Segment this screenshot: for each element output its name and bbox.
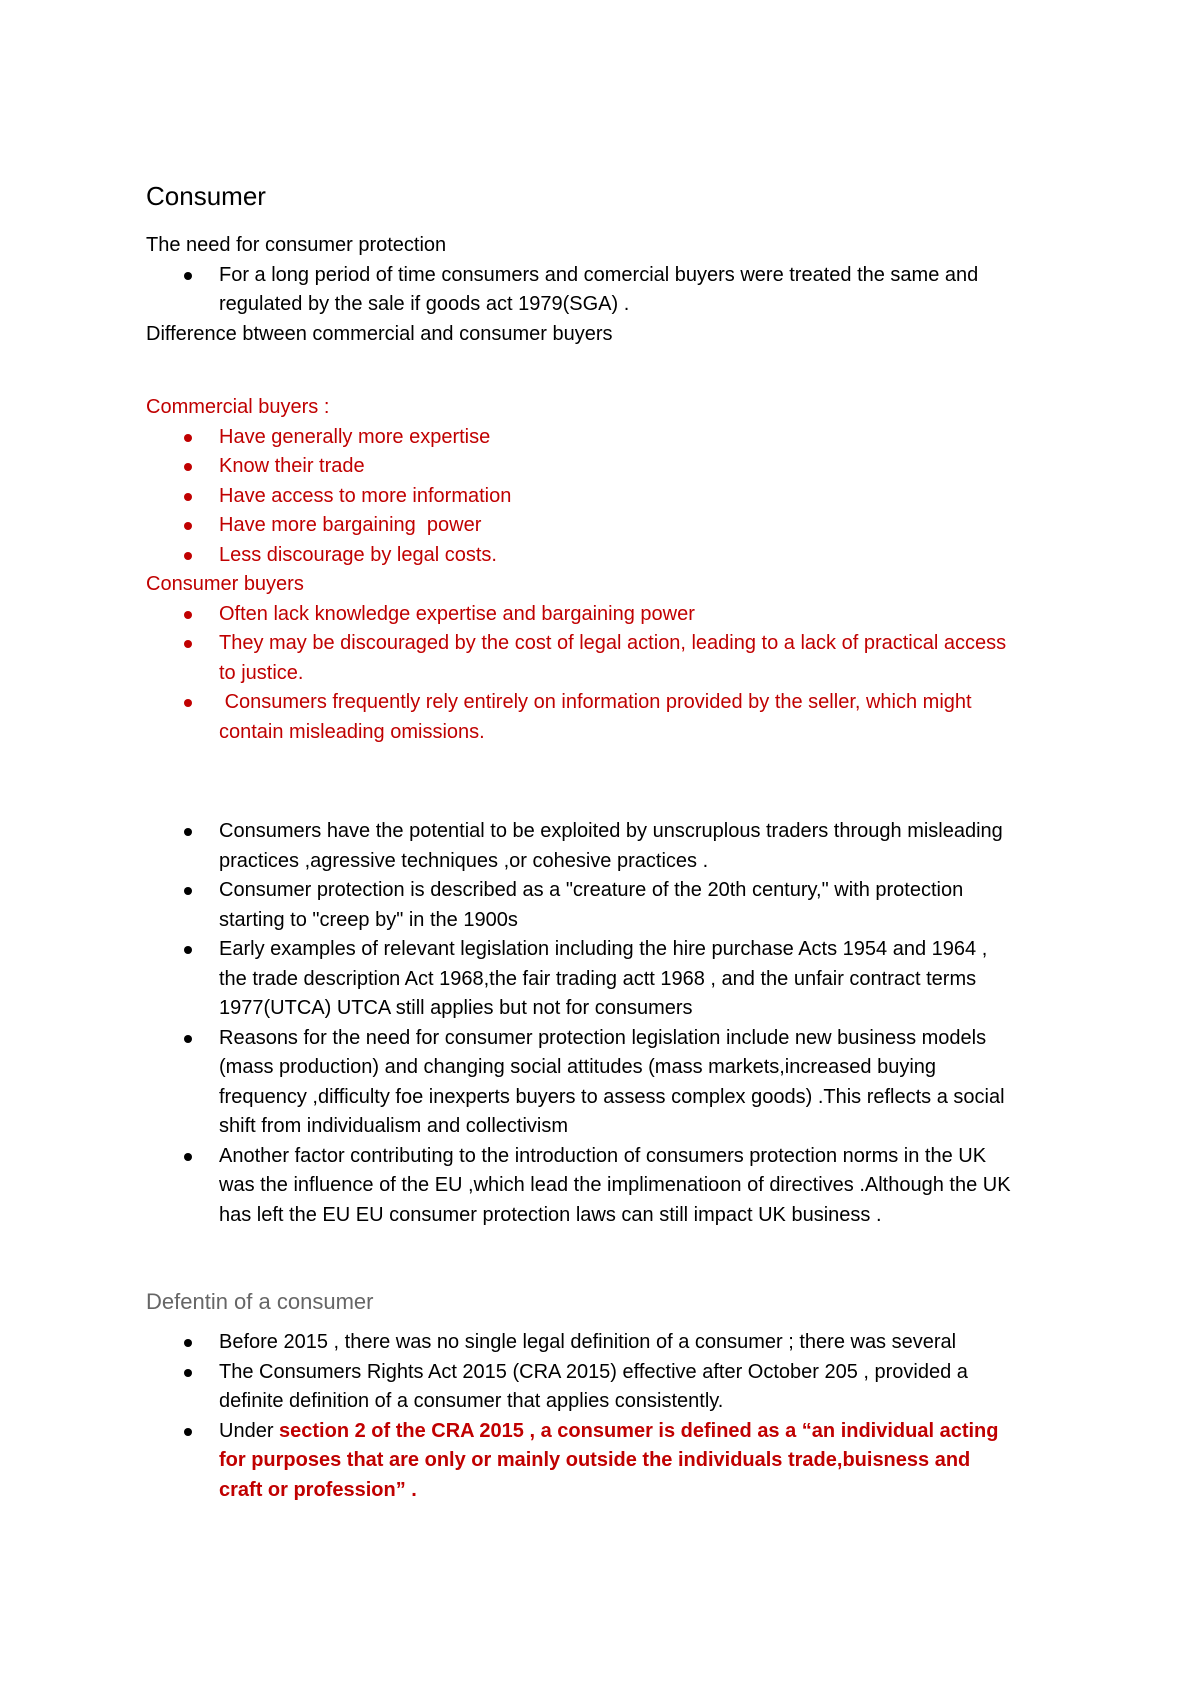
list-item-text: They may be discouraged by the cost of legal action, leading to a lack of practical access to justice. (219, 632, 1007, 684)
bullet-icon (184, 522, 192, 530)
list-item-text: Another factor contributing to the introduction of consumers protection norms in the UK was the influence of the EU ,which lead the implimenatioon of directives .Although the UK has left the EU EU consumer protection laws can still impact UK business . (219, 1144, 1011, 1226)
page-title: Consumer (146, 181, 266, 211)
list-item-text: Have generally more expertise (219, 425, 491, 448)
bullet-icon (184, 1428, 192, 1436)
bullet-icon (184, 1035, 192, 1043)
bullet-icon (184, 887, 192, 895)
list-item (146, 876, 1014, 935)
bullet-icon (184, 946, 192, 954)
list-item (146, 1417, 1019, 1506)
definition-list (146, 1328, 1086, 1505)
bullet-icon (184, 272, 192, 280)
bullet-icon (184, 828, 192, 836)
list-item-text: Consumers frequently rely entirely on information provided by the seller, which might contain misleading omissions. (219, 691, 978, 743)
list-item (146, 423, 1086, 453)
list-item-text: Less discourage by legal costs. (219, 543, 497, 566)
bullet-icon (184, 699, 192, 707)
list-item (146, 541, 1086, 571)
need-list (146, 261, 1086, 320)
list-item (146, 1328, 1019, 1358)
list-item (146, 452, 1086, 482)
bullet-icon (184, 1153, 192, 1161)
list-item (146, 482, 1086, 512)
list-item-text: Have access to more information (219, 484, 512, 507)
list-item-text: Consumer protection is described as a "creature of the 20th century," with protection starting to "creep by" in the 1900s (219, 879, 964, 931)
bullet-icon (184, 463, 192, 471)
commercial-section (146, 393, 1086, 747)
list-item-text: Have more bargaining power (219, 514, 482, 536)
list-item (146, 261, 1019, 320)
list-item (146, 629, 1019, 688)
list-item-text: Before 2015 , there was no single legal definition of a consumer ; there was several (219, 1331, 957, 1353)
commercial-heading: Commercial buyers : (146, 396, 330, 418)
list-item (146, 1142, 1014, 1231)
list-item-prefix: Under (219, 1419, 280, 1442)
need-heading: The need for consumer protection (146, 234, 447, 256)
list-item (146, 1358, 1019, 1417)
bullet-icon (184, 611, 192, 619)
definition-section (146, 1286, 1086, 1505)
consumer-heading: Consumer buyers (146, 573, 304, 595)
list-item-text: For a long period of time consumers and comercial buyers were treated the same and regulated by the sale if goods act 1979(SGA) . (219, 263, 979, 315)
general-list (146, 817, 1086, 1230)
list-item (146, 935, 1014, 1024)
need-section (146, 231, 1086, 349)
list-item (146, 511, 1086, 541)
list-item (146, 817, 1014, 876)
general-section (146, 817, 1086, 1230)
list-item-text: Early examples of relevant legislation including the hire purchase Acts 1954 and 1964 , the trade description Act 1968,the fair trading actt 1968 , and the unfair contract terms 1977(UTCA) UTCA still applies but not for consumers (219, 938, 988, 1019)
list-item-text: Often lack knowledge expertise and bargaining power (219, 602, 695, 625)
bullet-icon (184, 434, 192, 442)
bullet-icon (184, 552, 192, 560)
list-item-text: Consumers have the potential to be exploited by unscruplous traders through misleading practices ,agressive techniques ,or cohesive practices . (219, 820, 1003, 872)
list-item (146, 1024, 1014, 1142)
list-item (146, 688, 1019, 747)
difference-line: Difference btween commercial and consumer buyers (146, 322, 613, 345)
bullet-icon (184, 640, 192, 648)
list-item-text: Reasons for the need for consumer protection legislation include new business models (mass production) and changing social attitudes (mass markets,increased buying frequency ,difficulty foe inexperts buyers to assess complex goods) .This reflects a social shift from individualism and collectivism (219, 1026, 1005, 1137)
list-item (146, 600, 1019, 630)
consumer-list (146, 600, 1086, 748)
list-item-text: Know their trade (219, 455, 365, 477)
bullet-icon (184, 1339, 192, 1347)
list-item-text: The Consumers Rights Act 2015 (CRA 2015) effective after October 205 , provided a definite definition of a consumer that applies consistently. (219, 1360, 968, 1412)
commercial-list (146, 423, 1086, 571)
bullet-icon (184, 493, 192, 501)
definition-highlight: section 2 of the CRA 2015 , a consumer is defined as a “an individual acting for purposes that are only or mainly outside the individuals trade,buisness and craft or profession” . (219, 1419, 999, 1501)
definition-heading: Defentin of a consumer (146, 1289, 374, 1314)
bullet-icon (184, 1369, 192, 1377)
